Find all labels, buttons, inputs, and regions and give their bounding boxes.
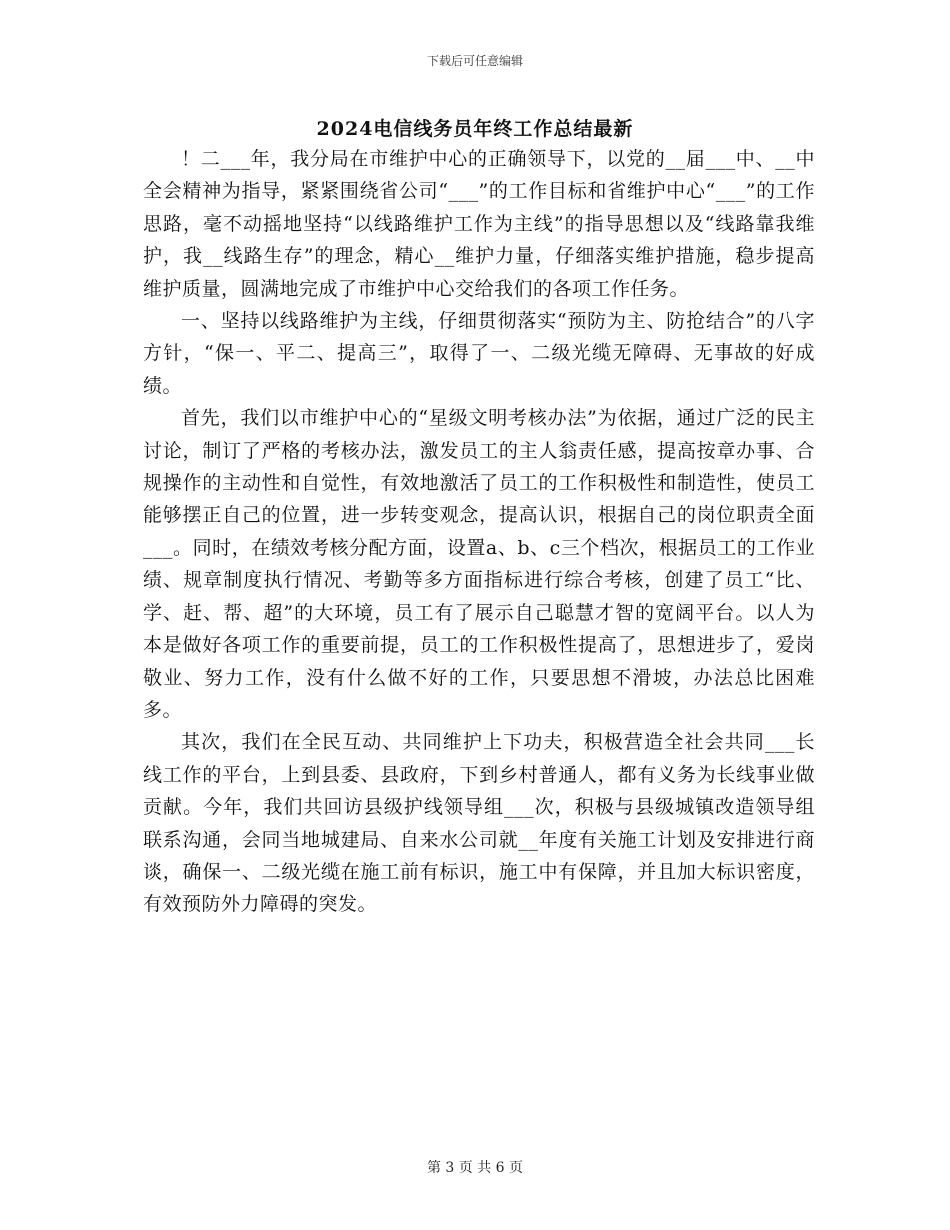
download-note: 下载后可任意编辑: [426, 54, 523, 68]
paragraph-section-one: 一、坚持以线路维护为主线，仔细贯彻落实“预防为主、防抢结合”的八字方针，“保一、平二、提高三”，取得了一、二级光缆无障碍、无事故的好成绩。: [143, 310, 815, 397]
document-body: [143, 143, 815, 921]
paragraph-first: 首先，我们以市维护中心的“星级文明考核办法”为依据，通过广泛的民主讨论，制订了严格的考核办法，激发员工的主人翁责任感，提高按章办事、合规操作的主动性和自觉性，有效地激活了员工的工作积极性和制造性，使员工能够摆正自己的位置，进一步转变观念，提高认识，根据自己的岗位职责全面___。同时，在绩效考核分配方面，设置a、b、c三个档次，根据员工的工作业绩、规章制度执行情况、考勤等多方面指标进行综合考核，创建了员工“比、学、赶、帮、超”的大环境，员工有了展示自己聪慧才智的宽阔平台。以人为本是做好各项工作的重要前提，员工的工作积极性提高了，思想进步了，爱岗敬业、努力工作，没有什么做不好的工作，只要思想不滑坡，办法总比困难多。: [143, 407, 815, 721]
page-number: 第 3 页 共 6 页: [426, 1160, 524, 1176]
document-title: 2024电信线务员年终工作总结最新: [316, 118, 634, 140]
paragraph-intro: ！二___年，我分局在市维护中心的正确领导下，以党的__届___中、__中全会精神为指导，紧紧围绕省公司“___”的工作目标和省维护中心“___”的工作思路，毫不动摇地坚持“以线路维护工作为主线”的指导思想以及“线路靠我维护，我__线路生存”的理念，精心__维护力量，仔细落实维护措施，稳步提高维护质量，圆满地完成了市维护中心交给我们的各项工作任务。: [143, 148, 815, 300]
paragraph-second: 其次，我们在全民互动、共同维护上下功夫，积极营造全社会共同___长线工作的平台，上到县委、县政府，下到乡村普通人，都有义务为长线事业做贡献。今年，我们共回访县级护线领导组___次，积极与县级城镇改造领导组联系沟通，会同当地城建局、自来水公司就__年度有关施工计划及安排进行商谈，确保一、二级光缆在施工前有标识，施工中有保障，并且加大标识密度，有效预防外力障碍的突发。: [143, 731, 815, 916]
